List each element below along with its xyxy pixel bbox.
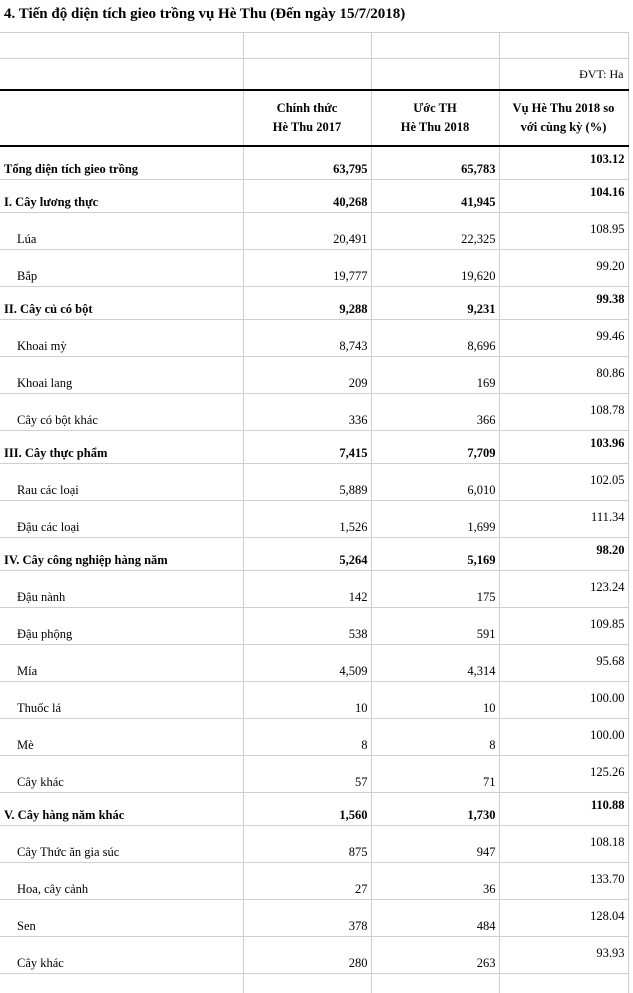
estimate-2018-cell[interactable]: 36 bbox=[371, 863, 499, 900]
percent-cell[interactable]: 110.88 bbox=[499, 793, 628, 826]
category-cell[interactable]: Sen bbox=[0, 900, 243, 937]
official-2017-cell[interactable]: 63,795 bbox=[243, 146, 371, 180]
header-category[interactable] bbox=[0, 90, 243, 146]
category-cell[interactable]: Đậu các loại bbox=[0, 501, 243, 538]
table-row bbox=[0, 571, 628, 608]
percent-cell[interactable]: 100.00 bbox=[499, 719, 628, 756]
cell[interactable] bbox=[0, 59, 243, 91]
percent-cell[interactable]: 93.93 bbox=[499, 937, 628, 974]
official-2017-cell[interactable]: 20,491 bbox=[243, 213, 371, 250]
percent-cell[interactable]: 108.78 bbox=[499, 394, 628, 431]
table-row bbox=[0, 756, 628, 793]
estimate-2018-cell[interactable]: 1,699 bbox=[371, 501, 499, 538]
estimate-2018-cell[interactable]: 947 bbox=[371, 826, 499, 863]
unit-row bbox=[0, 59, 628, 91]
estimate-2018-cell[interactable]: 8,696 bbox=[371, 320, 499, 357]
estimate-2018-cell[interactable]: 591 bbox=[371, 608, 499, 645]
estimate-2018-cell[interactable]: 175 bbox=[371, 571, 499, 608]
cell[interactable] bbox=[371, 33, 499, 59]
percent-cell[interactable]: 104.16 bbox=[499, 180, 628, 213]
official-2017-cell[interactable]: 5,889 bbox=[243, 464, 371, 501]
estimate-2018-cell[interactable]: 1,730 bbox=[371, 793, 499, 826]
percent-cell[interactable]: 99.20 bbox=[499, 250, 628, 287]
estimate-2018-cell[interactable]: 9,231 bbox=[371, 287, 499, 320]
estimate-2018-cell[interactable]: 5,169 bbox=[371, 538, 499, 571]
table-row bbox=[0, 146, 628, 180]
table-row bbox=[0, 431, 628, 464]
estimate-2018-cell[interactable]: 7,709 bbox=[371, 431, 499, 464]
table-row bbox=[0, 645, 628, 682]
official-2017-cell[interactable]: 4,509 bbox=[243, 645, 371, 682]
official-2017-cell[interactable]: 336 bbox=[243, 394, 371, 431]
cell[interactable] bbox=[243, 974, 371, 993]
table-row bbox=[0, 719, 628, 756]
official-2017-cell[interactable]: 27 bbox=[243, 863, 371, 900]
official-2017-cell[interactable]: 280 bbox=[243, 937, 371, 974]
category-cell[interactable]: Mía bbox=[0, 645, 243, 682]
official-2017-cell[interactable]: 875 bbox=[243, 826, 371, 863]
category-cell[interactable]: Cây khác bbox=[0, 937, 243, 974]
header-row bbox=[0, 90, 628, 146]
official-2017-cell[interactable]: 1,560 bbox=[243, 793, 371, 826]
unit-label[interactable]: ĐVT: Ha bbox=[499, 59, 628, 91]
table-row bbox=[0, 900, 628, 937]
official-2017-cell[interactable]: 5,264 bbox=[243, 538, 371, 571]
table-row bbox=[0, 608, 628, 645]
estimate-2018-cell[interactable]: 169 bbox=[371, 357, 499, 394]
cell[interactable] bbox=[0, 974, 243, 993]
cell[interactable] bbox=[371, 974, 499, 993]
table-row bbox=[0, 464, 628, 501]
official-2017-cell[interactable]: 9,288 bbox=[243, 287, 371, 320]
table-row bbox=[0, 863, 628, 900]
estimate-2018-cell[interactable]: 4,314 bbox=[371, 645, 499, 682]
category-cell[interactable]: II. Cây củ có bột bbox=[0, 287, 243, 320]
official-2017-cell[interactable]: 8,743 bbox=[243, 320, 371, 357]
table-row bbox=[0, 357, 628, 394]
percent-cell[interactable]: 133.70 bbox=[499, 863, 628, 900]
header-percent[interactable]: Vụ Hè Thu 2018 so với cùng kỳ (%) bbox=[499, 90, 628, 146]
estimate-2018-cell[interactable]: 71 bbox=[371, 756, 499, 793]
estimate-2018-cell[interactable]: 22,325 bbox=[371, 213, 499, 250]
percent-cell[interactable]: 103.12 bbox=[499, 146, 628, 180]
category-cell[interactable]: Rau các loại bbox=[0, 464, 243, 501]
estimate-2018-cell[interactable]: 484 bbox=[371, 900, 499, 937]
percent-cell[interactable]: 123.24 bbox=[499, 571, 628, 608]
table-row bbox=[0, 501, 628, 538]
table-row bbox=[0, 180, 628, 213]
category-cell[interactable]: Cây Thức ăn gia súc bbox=[0, 826, 243, 863]
estimate-2018-cell[interactable]: 19,620 bbox=[371, 250, 499, 287]
table-row bbox=[0, 394, 628, 431]
estimate-2018-cell[interactable]: 41,945 bbox=[371, 180, 499, 213]
cell[interactable] bbox=[371, 59, 499, 91]
estimate-2018-cell[interactable]: 263 bbox=[371, 937, 499, 974]
header-official-2017[interactable]: Chính thức Hè Thu 2017 bbox=[243, 90, 371, 146]
estimate-2018-cell[interactable]: 8 bbox=[371, 719, 499, 756]
percent-cell[interactable]: 108.18 bbox=[499, 826, 628, 863]
area-table bbox=[0, 32, 629, 993]
percent-cell[interactable]: 125.26 bbox=[499, 756, 628, 793]
category-cell[interactable]: I. Cây lương thực bbox=[0, 180, 243, 213]
official-2017-cell[interactable]: 538 bbox=[243, 608, 371, 645]
estimate-2018-cell[interactable]: 10 bbox=[371, 682, 499, 719]
cell[interactable] bbox=[243, 33, 371, 59]
percent-cell[interactable]: 102.05 bbox=[499, 464, 628, 501]
table-row bbox=[0, 937, 628, 974]
official-2017-cell[interactable]: 1,526 bbox=[243, 501, 371, 538]
cell[interactable] bbox=[499, 974, 628, 993]
category-cell[interactable]: Khoai mỳ bbox=[0, 320, 243, 357]
category-cell[interactable]: Đậu phộng bbox=[0, 608, 243, 645]
category-cell[interactable]: Lúa bbox=[0, 213, 243, 250]
percent-cell[interactable]: 128.04 bbox=[499, 900, 628, 937]
sheet-title: 4. Tiến độ diện tích gieo trồng vụ Hè Thu (Đến ngày 15/7/2018) bbox=[4, 6, 405, 23]
official-2017-cell[interactable]: 10 bbox=[243, 682, 371, 719]
percent-cell[interactable]: 100.00 bbox=[499, 682, 628, 719]
category-cell[interactable]: Bắp bbox=[0, 250, 243, 287]
blank-row bbox=[0, 974, 628, 993]
official-2017-cell[interactable]: 19,777 bbox=[243, 250, 371, 287]
cell[interactable] bbox=[0, 33, 243, 59]
table-row bbox=[0, 793, 628, 826]
percent-cell[interactable]: 108.95 bbox=[499, 213, 628, 250]
category-cell[interactable]: Cây có bột khác bbox=[0, 394, 243, 431]
table-row bbox=[0, 320, 628, 357]
official-2017-cell[interactable]: 40,268 bbox=[243, 180, 371, 213]
estimate-2018-cell[interactable]: 65,783 bbox=[371, 146, 499, 180]
percent-cell[interactable]: 109.85 bbox=[499, 608, 628, 645]
table-row bbox=[0, 250, 628, 287]
category-cell[interactable]: Đậu nành bbox=[0, 571, 243, 608]
category-cell[interactable]: Khoai lang bbox=[0, 357, 243, 394]
category-cell[interactable]: Tổng diện tích gieo trồng bbox=[0, 146, 243, 180]
cell[interactable] bbox=[243, 59, 371, 91]
estimate-2018-cell[interactable]: 6,010 bbox=[371, 464, 499, 501]
category-cell[interactable]: IV. Cây công nghiệp hàng năm bbox=[0, 538, 243, 571]
percent-cell[interactable]: 103.96 bbox=[499, 431, 628, 464]
estimate-2018-cell[interactable]: 366 bbox=[371, 394, 499, 431]
table-row bbox=[0, 538, 628, 571]
table-row bbox=[0, 682, 628, 719]
percent-cell[interactable]: 99.38 bbox=[499, 287, 628, 320]
table-row bbox=[0, 287, 628, 320]
category-cell[interactable]: Thuốc lá bbox=[0, 682, 243, 719]
percent-cell[interactable]: 80.86 bbox=[499, 357, 628, 394]
cell[interactable] bbox=[499, 33, 628, 59]
category-cell[interactable]: III. Cây thực phẩm bbox=[0, 431, 243, 464]
percent-cell[interactable]: 99.46 bbox=[499, 320, 628, 357]
category-cell[interactable]: Mè bbox=[0, 719, 243, 756]
header-estimate-2018[interactable]: Ước TH Hè Thu 2018 bbox=[371, 90, 499, 146]
official-2017-cell[interactable]: 7,415 bbox=[243, 431, 371, 464]
category-cell[interactable]: Cây khác bbox=[0, 756, 243, 793]
percent-cell[interactable]: 98.20 bbox=[499, 538, 628, 571]
blank-row bbox=[0, 33, 628, 59]
official-2017-cell[interactable]: 209 bbox=[243, 357, 371, 394]
table-row bbox=[0, 826, 628, 863]
official-2017-cell[interactable]: 142 bbox=[243, 571, 371, 608]
category-cell[interactable]: Hoa, cây cảnh bbox=[0, 863, 243, 900]
official-2017-cell[interactable]: 8 bbox=[243, 719, 371, 756]
official-2017-cell[interactable]: 57 bbox=[243, 756, 371, 793]
official-2017-cell[interactable]: 378 bbox=[243, 900, 371, 937]
category-cell[interactable]: V. Cây hàng năm khác bbox=[0, 793, 243, 826]
percent-cell[interactable]: 95.68 bbox=[499, 645, 628, 682]
percent-cell[interactable]: 111.34 bbox=[499, 501, 628, 538]
table-row bbox=[0, 213, 628, 250]
